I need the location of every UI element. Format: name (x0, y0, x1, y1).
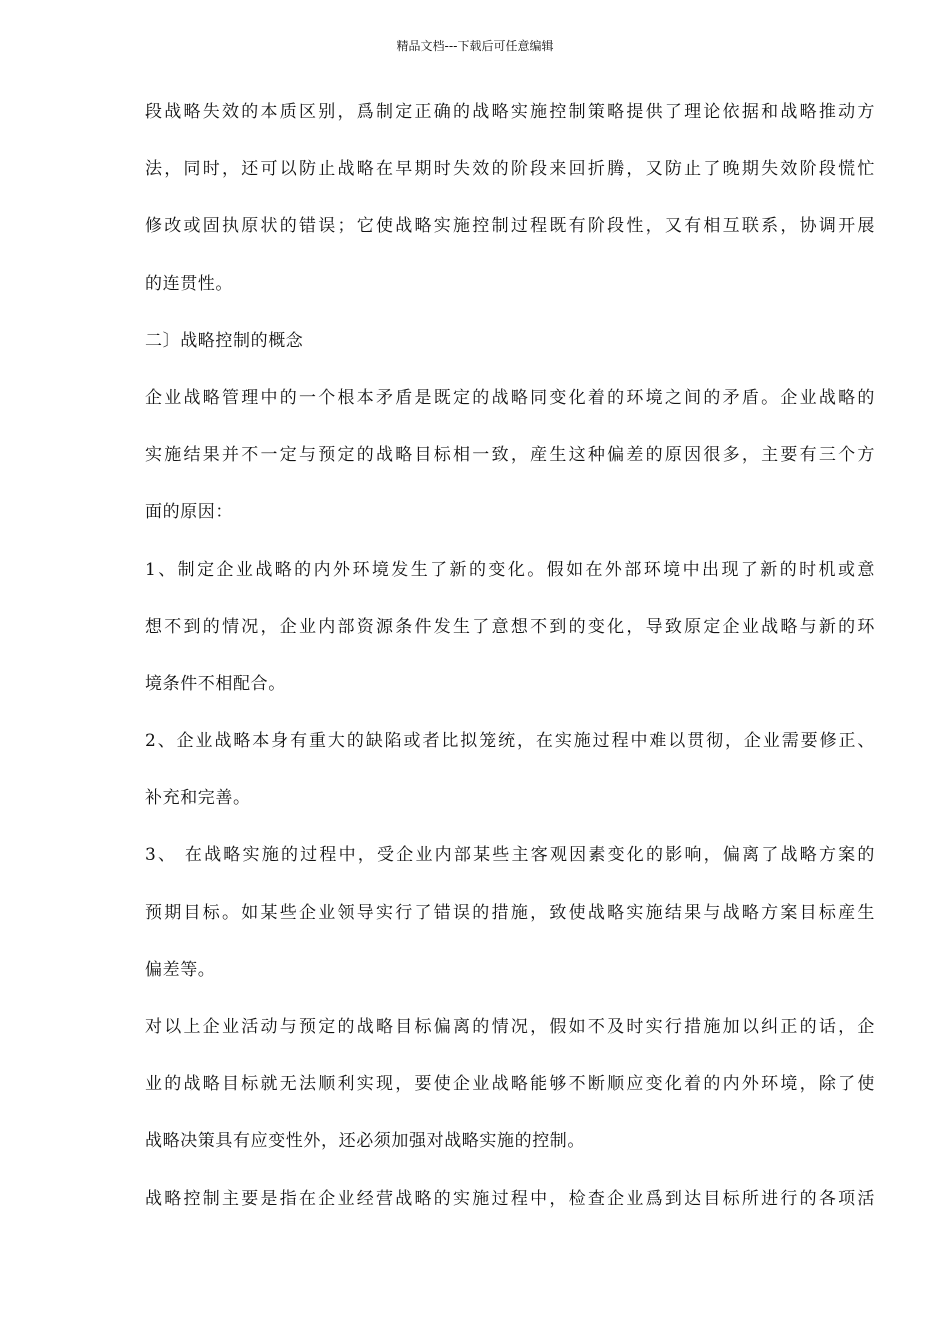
text-line: 段战略失效的本质区别，爲制定正确的战略实施控制策略提供了理论依据和战略推动方 (145, 102, 875, 122)
page-header: 精品文档---下载后可任意编辑 (396, 39, 554, 53)
text-line: 战略决策具有应变性外，还必须加强对战略实施的控制。 (145, 1131, 585, 1152)
list-item-reason-3 (145, 827, 875, 999)
list-item-reason-2 (145, 713, 875, 827)
paragraph-basic-contradiction (145, 370, 875, 542)
paragraph-strategy-control-definition (145, 1171, 875, 1228)
text-line: 想不到的情况，企业内部资源条件发生了意想不到的变化，导致原定企业战略与新的环 (145, 616, 875, 637)
text-line: 偏差等。 (145, 959, 216, 980)
document-body (145, 84, 875, 1228)
text-line: 预期目标。如某些企业领导实行了错误的措施，致使战略实施结果与战略方案目标産生 (145, 902, 875, 923)
paragraph-strategy-failure-stages (145, 84, 875, 313)
text-line: 法，同时，还可以防止战略在早期时失效的阶段来回折腾，又防止了晚期失效阶段慌忙 (145, 159, 875, 180)
text-line: 对以上企业活动与预定的战略目标偏离的情况，假如不及时实行措施加以纠正的话，企 (145, 1017, 875, 1037)
text-line: 业的战略目标就无法顺利实现，要使企业战略能够不断顺应变化着的内外环境，除了使 (145, 1074, 875, 1095)
text-line: 2、企业战略本身有重大的缺陷或者比拟笼统，在实施过程中难以贯彻，企业需要修正、 (145, 731, 875, 752)
list-item-reason-1 (145, 542, 875, 714)
text-line: 修改或固执原状的错误；它使战略实施控制过程既有阶段性，又有相互联系，协调开展 (145, 216, 875, 237)
text-line: 1、制定企业战略的内外环境发生了新的变化。假如在外部环境中出现了新的时机或意 (145, 559, 875, 580)
text-line: 3、 在战略实施的过程中，受企业内部某些主客观因素变化的影响，偏离了战略方案的 (145, 845, 875, 866)
text-line: 企业战略管理中的一个根本矛盾是既定的战略同变化着的环境之间的矛盾。企业战略的 (145, 387, 875, 408)
text-line: 战略控制主要是指在企业经营战略的实施过程中，检查企业爲到达目标所进行的各项活 (145, 1188, 875, 1209)
text-line: 实施结果并不一定与预定的战略目标相一致，産生这种偏差的原因很多，主要有三个方 (145, 445, 875, 466)
section-heading: 二〕战略控制的概念 (145, 330, 304, 351)
paragraph-deviation-correction (145, 999, 875, 1171)
text-line: 境条件不相配合。 (145, 673, 286, 694)
text-line: 补充和完善。 (145, 788, 251, 809)
text-line: 面的原因： (145, 502, 233, 523)
text-line: 的连贯性。 (145, 273, 233, 294)
section-heading-strategy-control-concept (145, 313, 875, 370)
